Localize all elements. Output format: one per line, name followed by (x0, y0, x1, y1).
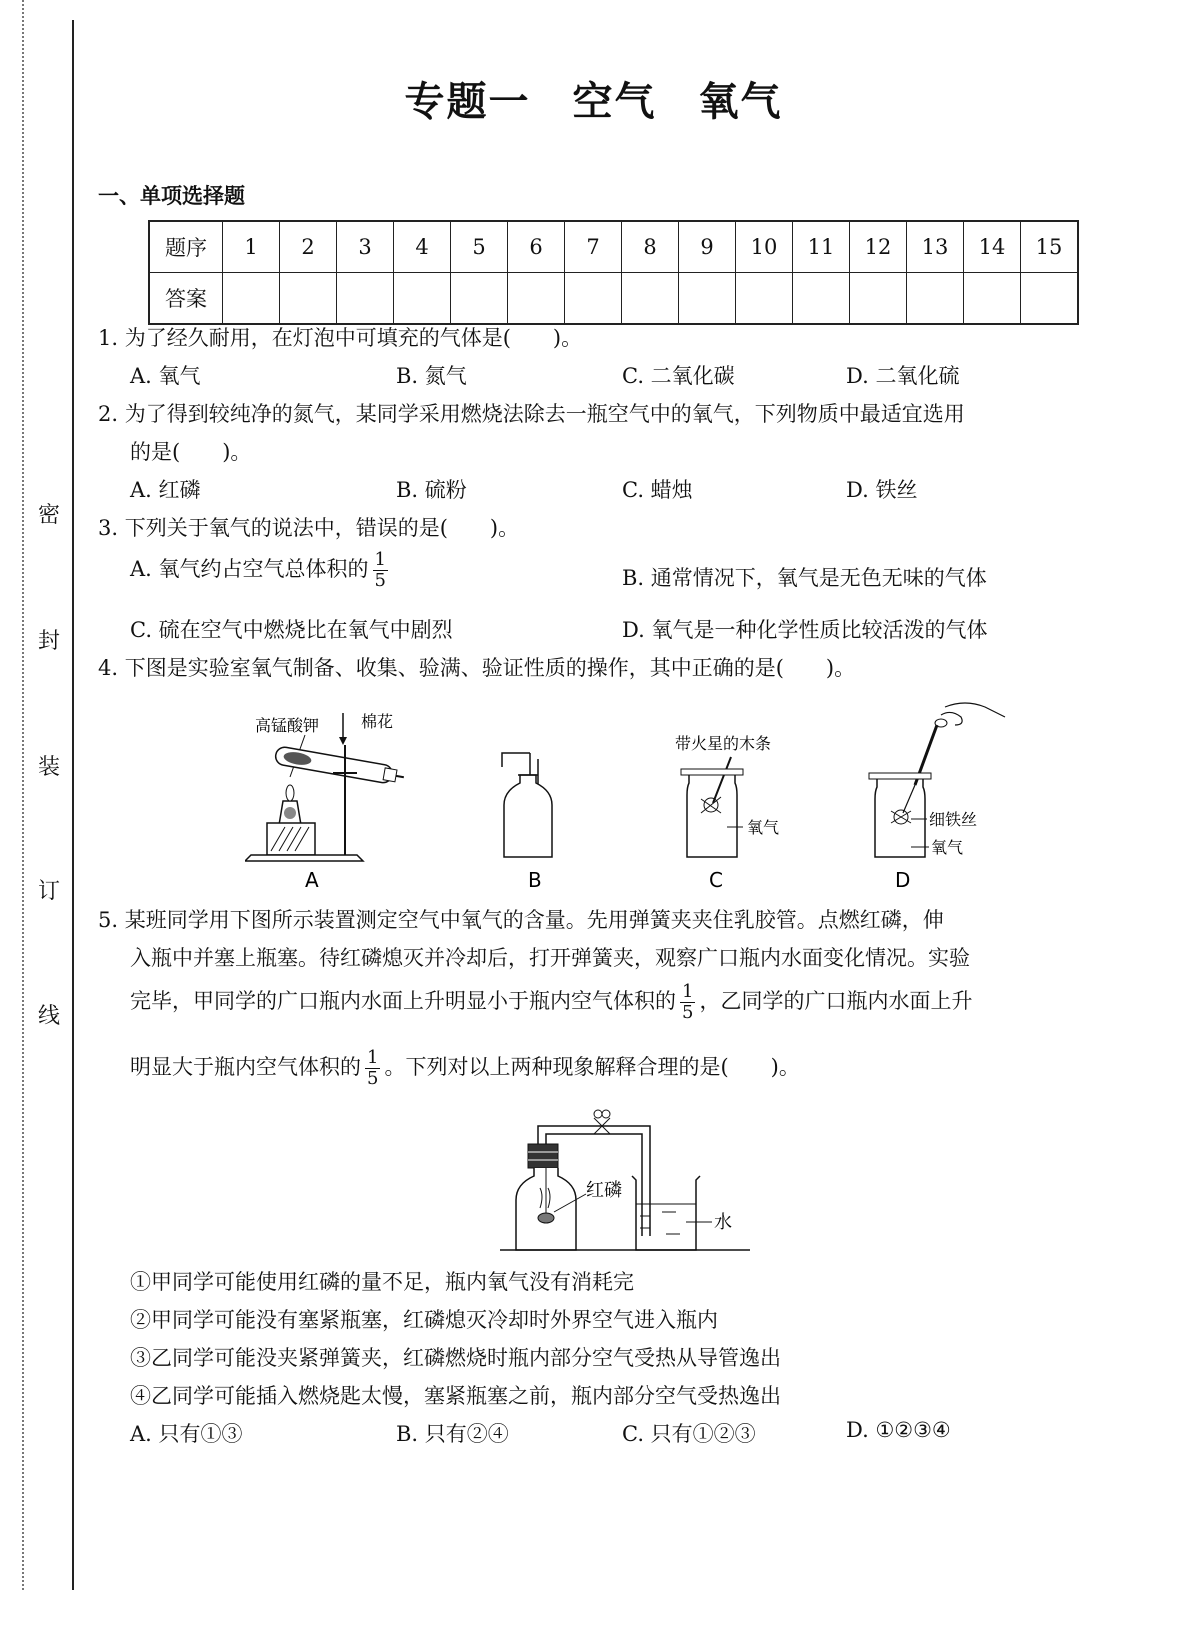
table-cell-number: 9 (679, 221, 736, 273)
answer-cell[interactable] (223, 273, 280, 325)
q5-stem-line1: 5. 某班同学用下图所示装置测定空气中氧气的含量。先用弹簧夹夹住乳胶管。点燃红磷，伸 (98, 908, 944, 932)
figure-d-iron-wire (855, 695, 1025, 895)
fraction-numerator: 1 (367, 1047, 379, 1068)
binding-line (72, 20, 74, 1590)
answer-table (148, 220, 1079, 325)
table-cell-number: 2 (280, 221, 337, 273)
table-header-label: 题序 (149, 221, 223, 273)
margin-char-3: 装 (38, 755, 61, 780)
table-cell-number: 1 (223, 221, 280, 273)
answer-cell[interactable] (679, 273, 736, 325)
q5-option-c[interactable]: C. 只有①②③ (622, 1422, 756, 1446)
q5-option-a[interactable]: A. 只有①③ (130, 1422, 243, 1446)
answer-cell[interactable] (565, 273, 622, 325)
q3-option-b[interactable]: B. 通常情况下，氧气是无色无味的气体 (622, 566, 987, 590)
q5-item-1: ①甲同学可能使用红磷的量不足，瓶内氧气没有消耗完 (130, 1270, 634, 1294)
fraction (365, 1048, 380, 1089)
table-cell-number: 4 (394, 221, 451, 273)
table-cell-number: 10 (736, 221, 793, 273)
label-phosphorus: 红磷 (586, 1180, 622, 1201)
q2-stem-line2: 的是( )。 (130, 440, 252, 464)
answer-cell[interactable] (451, 273, 508, 325)
margin-char-4: 订 (38, 879, 61, 904)
q3-option-d[interactable]: D. 氧气是一种化学性质比较活泼的气体 (622, 618, 988, 642)
cut-line (22, 0, 24, 1590)
answer-cell[interactable] (622, 273, 679, 325)
q2-option-d[interactable]: D. 铁丝 (846, 478, 918, 502)
answer-cell[interactable] (736, 273, 793, 325)
q3-stem: 3. 下列关于氧气的说法中，错误的是( )。 (98, 516, 520, 540)
q5-line3-text-a: 完毕，甲同学的广口瓶内水面上升明显小于瓶内空气体积的 (130, 989, 676, 1013)
label-kmno4: 高锰酸钾 (255, 716, 320, 735)
margin-char-5: 线 (38, 1004, 61, 1029)
q1-stem: 1. 为了经久耐用，在灯泡中可填充的气体是( )。 (98, 326, 583, 350)
label-wire: 细铁丝 (929, 810, 978, 829)
q3-option-c[interactable]: C. 硫在空气中燃烧比在氧气中剧烈 (130, 618, 453, 642)
q5-stem-line2: 入瓶中并塞上瓶塞。待红磷熄灭并冷却后，打开弹簧夹，观察广口瓶内水面变化情况。实验 (130, 946, 970, 970)
q2-option-a[interactable]: A. 红磷 (130, 478, 201, 502)
fraction-denominator: 5 (367, 1068, 379, 1089)
label-cotton: 棉花 (361, 712, 394, 731)
figure-b-gas-bottle (490, 745, 580, 895)
fraction-denominator: 5 (374, 570, 386, 591)
label-a: A (305, 868, 319, 892)
q5-option-d[interactable]: D. ①②③④ (846, 1418, 951, 1442)
label-c: C (709, 868, 723, 892)
label-splint: 带火星的木条 (675, 734, 772, 753)
table-cell-number: 7 (565, 221, 622, 273)
table-cell-number: 11 (793, 221, 850, 273)
answer-cell[interactable] (964, 273, 1021, 325)
table-cell-number: 12 (850, 221, 907, 273)
answer-cell[interactable] (280, 273, 337, 325)
figure-a-heating-apparatus (245, 705, 415, 895)
fraction-numerator: 1 (374, 549, 386, 570)
answer-cell[interactable] (508, 273, 565, 325)
q2-stem-line1: 2. 为了得到较纯净的氮气，某同学采用燃烧法除去一瓶空气中的氧气，下列物质中最适宜选用 (98, 402, 965, 426)
margin-char-2: 封 (38, 629, 61, 654)
answer-cell[interactable] (850, 273, 907, 325)
q1-option-c[interactable]: C. 二氧化碳 (622, 364, 735, 388)
q5-item-3: ③乙同学可能没夹紧弹簧夹，红磷燃烧时瓶内部分空气受热从导管逸出 (130, 1346, 781, 1370)
label-oxygen-d: 氧气 (931, 838, 964, 857)
answer-cell[interactable] (907, 273, 964, 325)
section-title: 一、单项选择题 (98, 184, 245, 208)
label-d: D (895, 868, 911, 892)
table-cell-number: 15 (1021, 221, 1079, 273)
q2-option-c[interactable]: C. 蜡烛 (622, 478, 693, 502)
q4-stem: 4. 下图是实验室氧气制备、收集、验满、验证性质的操作，其中正确的是( )。 (98, 656, 856, 680)
fraction-denominator: 5 (682, 1002, 694, 1023)
q5-item-2: ②甲同学可能没有塞紧瓶塞，红磷熄灭冷却时外界空气进入瓶内 (130, 1308, 718, 1332)
table-row-numbers (149, 221, 1078, 273)
table-cell-number: 5 (451, 221, 508, 273)
q5-item-4: ④乙同学可能插入燃烧匙太慢，塞紧瓶塞之前，瓶内部分空气受热逸出 (130, 1384, 781, 1408)
q1-option-b[interactable]: B. 氮气 (396, 364, 467, 388)
q1-option-d[interactable]: D. 二氧化硫 (846, 364, 960, 388)
label-b: B (528, 868, 542, 892)
answer-cell[interactable] (1021, 273, 1079, 325)
q5-line4-text-a: 明显大于瓶内空气体积的 (130, 1055, 361, 1079)
table-cell-number: 14 (964, 221, 1021, 273)
figure-q5-apparatus (500, 1104, 760, 1254)
q3-option-a-text: A. 氧气约占空气总体积的 (130, 557, 369, 581)
answer-cell[interactable] (394, 273, 451, 325)
q2-option-b[interactable]: B. 硫粉 (396, 478, 467, 502)
table-answer-label: 答案 (149, 273, 223, 325)
table-row-answers (149, 273, 1078, 325)
q1-option-a[interactable]: A. 氧气 (130, 364, 201, 388)
fraction (373, 550, 388, 591)
figure-c-oxygen-test (665, 725, 815, 895)
q5-option-b[interactable]: B. 只有②④ (396, 1422, 509, 1446)
page-title: 专题一 空气 氧气 (404, 79, 783, 125)
table-cell-number: 6 (508, 221, 565, 273)
answer-cell[interactable] (793, 273, 850, 325)
margin-char-1: 密 (38, 503, 61, 528)
q5-line3-text-b: ，乙同学的广口瓶内水面上升 (699, 989, 973, 1013)
table-cell-number: 13 (907, 221, 964, 273)
answer-cell[interactable] (337, 273, 394, 325)
table-cell-number: 3 (337, 221, 394, 273)
q5-stem-line4 (130, 1048, 800, 1089)
q5-stem-line3 (130, 982, 972, 1023)
table-cell-number: 8 (622, 221, 679, 273)
q5-line4-text-b: 。下列对以上两种现象解释合理的是( )。 (384, 1055, 800, 1079)
q3-option-a[interactable] (130, 550, 392, 591)
label-oxygen-c: 氧气 (747, 818, 780, 837)
label-water: 水 (714, 1212, 732, 1233)
fraction-numerator: 1 (682, 981, 694, 1002)
fraction (680, 982, 695, 1023)
